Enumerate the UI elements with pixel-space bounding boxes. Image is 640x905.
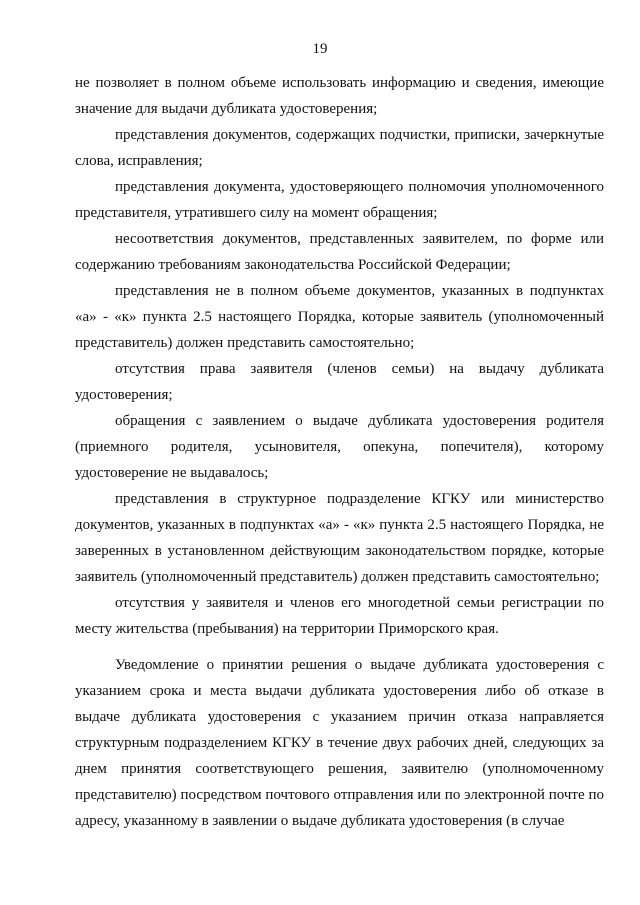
paragraph-not-issued: обращения с заявлением о выдаче дубликата удостоверения родителя (приемного родителя, усыновителя, опекуна, попечителя), которому удостоверение не выдавалось;	[75, 413, 604, 481]
paragraph-corrections: представления документов, содержащих подчистки, приписки, зачеркнутые слова, исправления;	[75, 127, 604, 169]
paragraph-continuation: не позволяет в полном объеме использовать информацию и сведения, имеющие значение для выдачи дубликата удостоверения;	[75, 75, 604, 117]
paragraph-notification: Уведомление о принятии решения о выдаче дубликата удостоверения с указанием срока и места выдачи дубликата удостоверения либо об отказе в выдаче дубликата удостоверения с указанием причин отказа направляется структурным подразделением КГКУ в течение двух рабочих дней, следующих за днем принятия соответствующего решения, заявителю (уполномоченному представителю) посредством почтового отправления или по электронной почте по адресу, указанному в заявлении о выдаче дубликата удостоверения (в случае	[75, 657, 604, 829]
paragraph-no-right: отсутствия права заявителя (членов семьи) на выдачу дубликата удостоверения;	[75, 361, 604, 403]
page-number: 19	[312, 41, 328, 57]
paragraph-incomplete-documents: представления не в полном объеме документов, указанных в подпунктах «а» - «к» пункта 2.5 настоящего Порядка, которые заявитель (уполномоченный представитель) должен представить самостоятельно;	[75, 283, 604, 351]
paragraph-non-compliance: несоответствия документов, представленных заявителем, по форме или содержанию требованиям законодательства Российской Федерации;	[75, 231, 604, 273]
document-body	[75, 70, 604, 834]
paragraph-expired-authority: представления документа, удостоверяющего полномочия уполномоченного представителя, утратившего силу на момент обращения;	[75, 179, 604, 221]
paragraph-uncertified-documents: представления в структурное подразделение КГКУ или министерство документов, указанных в подпунктах «а» - «к» пункта 2.5 настоящего Порядка, не заверенных в установленном действующим законодательством порядке, которые заявитель (уполномоченный представитель) должен представить самостоятельно;	[75, 491, 604, 585]
paragraph-no-registration: отсутствия у заявителя и членов его многодетной семьи регистрации по месту жительства (пребывания) на территории Приморского края.	[75, 595, 604, 637]
